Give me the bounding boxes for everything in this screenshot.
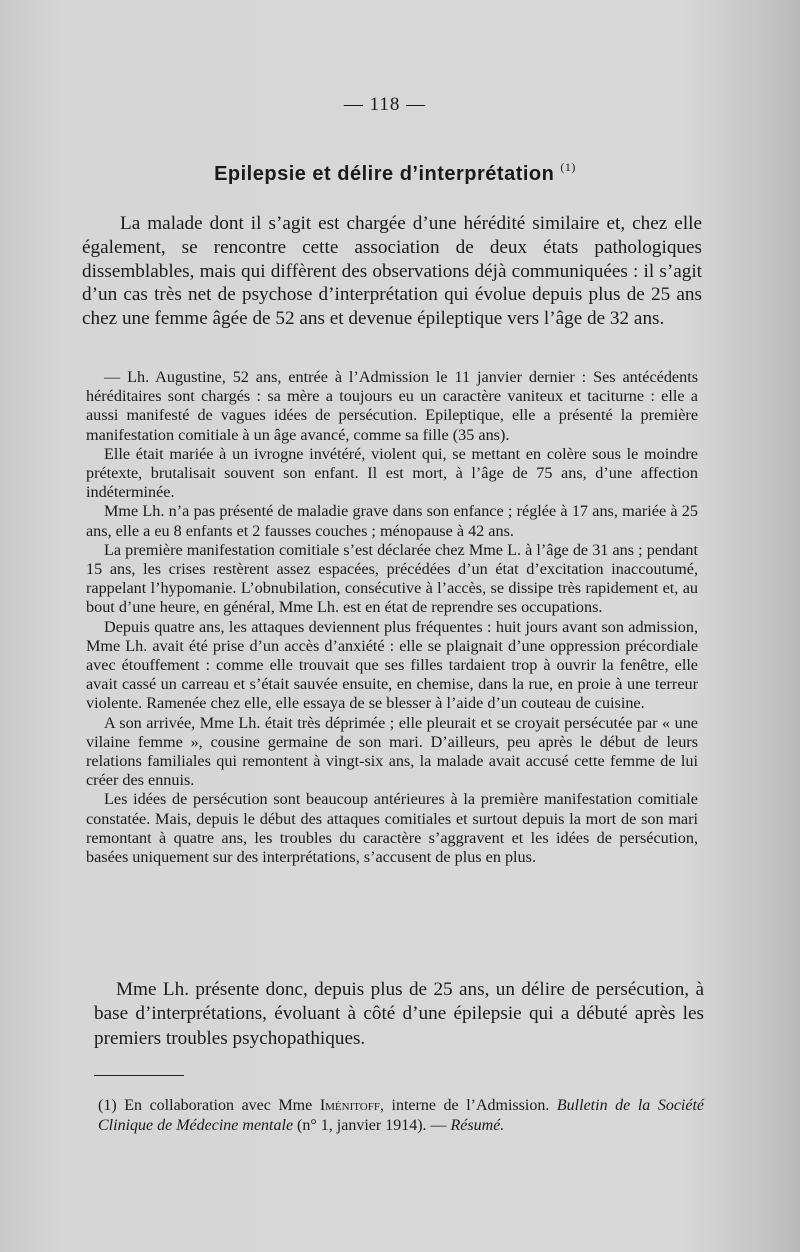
intro-paragraph-block [82,212,702,331]
observation-paragraph: Mme Lh. n’a pas présenté de maladie grave dans son enfance ; réglée à 17 ans, mariée à 25 ans, elle a eu 8 enfants et 2 fausses couches ; ménopause à 42 ans. [86,502,698,540]
observation-paragraph: Elle était mariée à un ivrogne invétéré, violent qui, se mettant en colère sous le moindre prétexte, brutalisait souvent son enfant. Il est mort, à l’âge de 75 ans, d’une affection indéterminée. [86,444,698,502]
footnote-separator [94,1075,184,1076]
footnote-issue: (n° 1, janvier 1914). — [297,1117,447,1134]
conclusion-paragraph: Mme Lh. présente donc, depuis plus de 25 ans, un délire de persécution, à base d’interprétations, évoluant à côté d’une épilepsie qui a débuté après les premiers troubles psychopathiques. [94,979,704,1049]
conclusion-paragraph-block [94,978,704,1051]
footnote-resume: Résumé. [450,1117,505,1134]
footnote-text: En collaboration avec Mme [124,1097,313,1114]
case-observation [86,368,698,867]
observation-paragraph: La première manifestation comitiale s’est déclarée chez Mme L. à l’âge de 31 ans ; pendant 15 ans, les crises restèrent assez espacées, précédées d’un état d’excitation inaccoutumé, rappelant l’hypomanie. L’obnubilation, consécutive à l’accès, se dissipe très rapidement et, au bout d’une heure, en général, Mme Lh. est en état de reprendre ses occupations. [86,540,698,617]
footnote-reference: (1) [560,160,576,174]
footnote-affiliation: , interne de l’Admission. [379,1097,550,1114]
observation-paragraph: — Lh. Augustine, 52 ans, entrée à l’Admission le 11 janvier dernier : Ses antécédents héréditaires sont chargés : sa mère a toujours eu un caractère vaniteux et taciturne : elle a aussi manifesté de vagues idées de persécution. Epileptique, elle a présenté la première manifestation comitiale à un âge avancé, comme sa fille (35 ans). [86,368,698,444]
page-number: — 118 — [343,94,427,115]
footnote-marker: (1) [98,1097,117,1114]
intro-paragraph: La malade dont il s’agit est chargée d’une hérédité similaire et, chez elle également, se rencontre cette association de deux états pathologiques dissemblables, mais qui diffèrent des observations déjà communiquées : il s’agit d’un cas très net de psychose d’interprétation qui évolue depuis plus de 25 ans chez une femme âgée de 52 ans et devenue épileptique vers l’âge de 32 ans. [82,213,702,330]
footnote-journal: Bulletin de la Société Clinique de Médecine mentale [98,1097,705,1134]
footnote [98,1096,704,1136]
article-title [0,160,790,186]
observation-paragraph: Les idées de persécution sont beaucoup antérieures à la première manifestation comitiale constatée. Mais, depuis le début des attaques comitiales et surtout depuis la mort de son mari remontant à quatre ans, les troubles du caractère s’aggravent et les idées de persécution, basées uniquement sur des interprétations, s’accusent de plus en plus. [86,790,698,867]
article-title-text: Epilepsie et délire d’interprétation [214,163,555,185]
footnote-author: Iménitoff [319,1097,380,1114]
observation-paragraph: Depuis quatre ans, les attaques deviennent plus fréquentes : huit jours avant son admission, Mme Lh. avait été prise d’un accès d’anxiété : elle se plaignait d’une oppression précordiale avec étouffement : comme elle trouvait que ses filles tardaient trop à ouvrir la fenêtre, elle avait cassé un carreau et s’était sauvée ensuite, en chemise, dans la rue, en proie à une terreur violente. Ramenée chez elle, elle essaya de se blesser à l’aide d’un couteau de cuisine. [86,617,698,713]
observation-paragraph: A son arrivée, Mme Lh. était très déprimée ; elle pleurait et se croyait persécutée par « une vilaine femme », cousine germaine de son mari. D’ailleurs, peu après le début de leurs relations familiales qui remontent à vingt-six ans, la malade avait accusé cette femme de lui créer des ennuis. [86,713,698,790]
